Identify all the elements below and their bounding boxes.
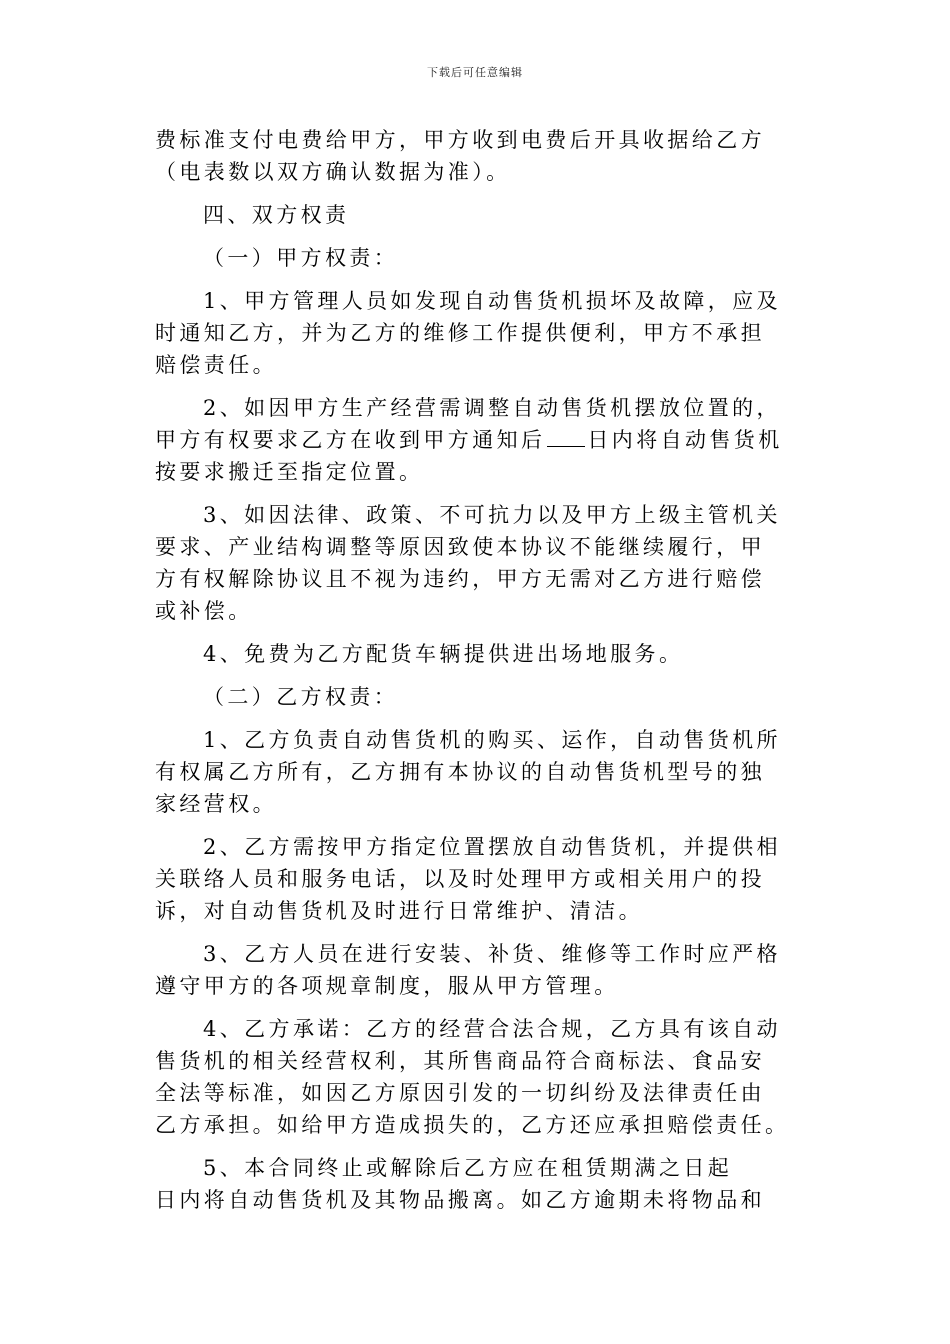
text-segment: 日内将自动售货机	[587, 428, 783, 452]
text-line: （电表数以双方确认数据为准）。	[155, 160, 511, 184]
text-line: 或补偿。	[155, 599, 253, 623]
paragraph	[155, 724, 805, 820]
text-line: 时通知乙方，并为乙方的维修工作提供便利，甲方不承担	[155, 321, 765, 345]
paragraph	[155, 124, 805, 188]
text-line: 全法等标准，如因乙方原因引发的一切纠纷及法律责任由	[155, 1081, 765, 1105]
text-line: 诉，对自动售货机及时进行日常维护、清洁。	[155, 899, 643, 923]
paragraph	[155, 499, 805, 627]
text-line: 家经营权。	[155, 792, 277, 816]
section-heading	[155, 199, 805, 231]
subsection-heading	[155, 681, 805, 713]
document-body	[155, 124, 805, 1227]
text-line: 3、如因法律、政策、不可抗力以及甲方上级主管机关	[203, 503, 781, 527]
paragraph	[155, 285, 805, 381]
text-line: 5、本合同终止或解除后乙方应在租赁期满之日起	[203, 1156, 733, 1180]
text-line: （二）乙方权责：	[203, 685, 399, 709]
text-line: 2、乙方需按甲方指定位置摆放自动售货机，并提供相	[203, 835, 781, 859]
text-line: 四、双方权责	[203, 203, 350, 227]
paragraph	[155, 938, 805, 1002]
text-line: 2、如因甲方生产经营需调整自动售货机摆放位置的，	[203, 396, 781, 420]
paragraph	[155, 638, 805, 670]
page-header: 下载后可任意编辑	[427, 66, 523, 79]
paragraph	[155, 1013, 805, 1141]
text-line: 遵守甲方的各项规章制度，服从甲方管理。	[155, 974, 619, 998]
text-line: 4、乙方承诺：乙方的经营合法合规，乙方具有该自动	[203, 1017, 781, 1041]
text-line: 乙方承担。如给甲方造成损失的，乙方还应承担赔偿责任。	[155, 1113, 790, 1137]
text-line: 有权属乙方所有，乙方拥有本协议的自动售货机型号的独	[155, 760, 765, 784]
paragraph	[155, 392, 805, 488]
text-line: 1、甲方管理人员如发现自动售货机损坏及故障，应及	[203, 289, 781, 313]
subsection-heading	[155, 242, 805, 274]
paragraph	[155, 831, 805, 927]
text-line: 要求、产业结构调整等原因致使本协议不能继续履行，甲	[155, 535, 765, 559]
text-line: 4、免费为乙方配货车辆提供进出场地服务。	[203, 642, 684, 666]
paragraph	[155, 1152, 805, 1216]
text-line: 赔偿责任。	[155, 353, 277, 377]
text-line: （一）甲方权责：	[203, 246, 399, 270]
text-line: 费标准支付电费给甲方，甲方收到电费后开具收据给乙方	[155, 128, 765, 152]
text-line: 1、乙方负责自动售货机的购买、运作，自动售货机所	[203, 728, 781, 752]
text-line	[155, 424, 805, 456]
text-line: 日内将自动售货机及其物品搬离。如乙方逾期未将物品和	[155, 1188, 765, 1212]
text-line: 方有权解除协议且不视为违约，甲方无需对乙方进行赔偿	[155, 567, 765, 591]
text-segment: 甲方有权要求乙方在收到甲方通知后	[155, 428, 546, 452]
text-line: 3、乙方人员在进行安装、补货、维修等工作时应严格	[203, 942, 781, 966]
text-line: 按要求搬迁至指定位置。	[155, 460, 424, 484]
text-line: 售货机的相关经营权利，其所售商品符合商标法、食品安	[155, 1049, 765, 1073]
text-line: 关联络人员和服务电话，以及时处理甲方或相关用户的投	[155, 867, 765, 891]
fill-in-blank	[547, 426, 585, 447]
